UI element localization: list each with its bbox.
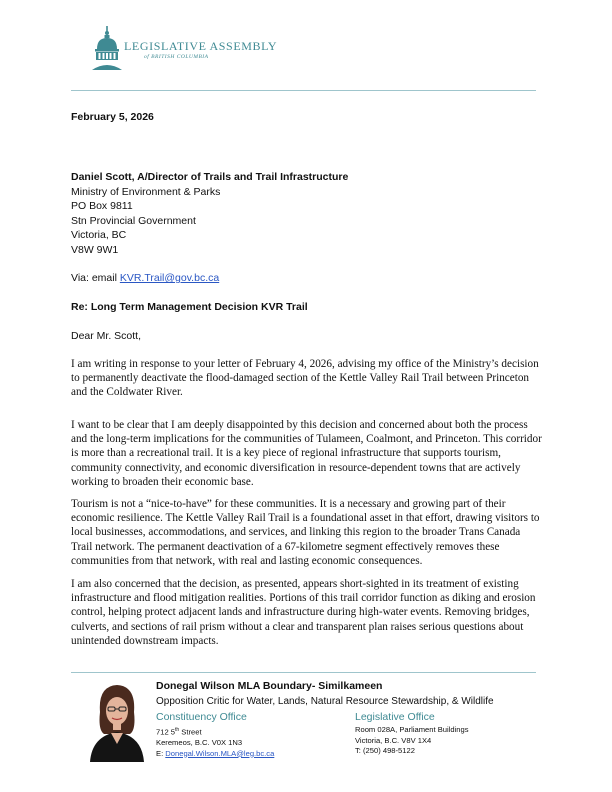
- mla-role: Opposition Critic for Water, Lands, Natural Resource Stewardship, & Wildlife: [156, 696, 494, 707]
- street-name: Street: [179, 727, 202, 737]
- legislative-office-block: [355, 711, 469, 757]
- recipient-address: [71, 170, 348, 257]
- legislative-line: Room 028A, Parliament Buildings: [355, 725, 469, 734]
- legislative-phone: T: (250) 498-5122: [355, 746, 415, 755]
- recipient-line: V8W 9W1: [71, 243, 119, 256]
- body-paragraph: I am also concerned that the decision, as presented, appears short-sighted in its treatment of existing infrastructure and flood mitigation realities. Portions of this trail corridor function as diking and erosion control, helping protect adjacent lands and infrastructure during high-water events. Removing bridges, culverts, and sections of rail prism without a clear and transparent plan raises serious questions about unintended downstream impacts.: [71, 578, 536, 647]
- legislative-line: Victoria, B.C. V8V 1X4: [355, 735, 432, 745]
- footer-divider: [71, 672, 536, 673]
- recipient-name-title: Daniel Scott, A/Director of Trails and Trail Infrastructure: [71, 171, 349, 183]
- salutation: Dear Mr. Scott,: [71, 330, 142, 342]
- body-paragraph: I want to be clear that I am deeply disappointed by this decision and concerned about both the process and the long-term implications for the communities of Tulameen, Coalmont, and Princeton. This corridor is more than a recreational trail. It is a key piece of regional infrastructure that supports tourism, community connectivity, and economic diversification in resource-dependent towns that are actively working to broaden their economic base.: [71, 419, 542, 488]
- header-divider: [71, 90, 536, 91]
- constituency-street: [156, 725, 274, 738]
- via-line: [71, 271, 219, 286]
- legislature-dome-logo-icon: [92, 26, 122, 70]
- recipient-line: PO Box 9811: [71, 200, 133, 212]
- recipient-line: Ministry of Environment & Parks: [71, 185, 221, 198]
- recipient-line: Victoria, BC: [71, 229, 127, 241]
- via-prefix: Via: email: [71, 272, 120, 284]
- recipient-email-link[interactable]: KVR.Trail@gov.bc.ca: [119, 272, 220, 284]
- constituency-office-block: [156, 711, 274, 759]
- letterhead-title: LEGISLATIVE ASSEMBLY: [124, 39, 278, 53]
- subject-line: Re: Long Term Management Decision KVR Trail: [71, 301, 308, 313]
- email-prefix: E:: [156, 748, 166, 758]
- legislative-office-title: Legislative Office: [355, 711, 435, 723]
- mla-email-link[interactable]: Donegal.Wilson.MLA@leg.bc.ca: [165, 748, 275, 758]
- body-paragraph: I am writing in response to your letter of February 4, 2026, advising my office of the Ministry’s decision to permanently deactivate the flood-damaged section of the Kettle Valley Rail Trail between Princeton and the Coldwater River.: [71, 358, 539, 399]
- letterhead-subtitle: of BRITISH COLUMBIA: [144, 54, 209, 60]
- street-ordinal: th: [175, 727, 180, 733]
- street-number: 712 5: [156, 727, 176, 737]
- mla-portrait-avatar: [86, 678, 148, 762]
- recipient-line: Stn Provincial Government: [71, 214, 196, 227]
- body-paragraph: Tourism is not a “nice-to-have” for these communities. It is a necessary and growing part of their economic resilience. The Kettle Valley Rail Trail is a foundational asset in that effort, drawing visitors to local businesses, accommodations, and services, and linking this region to the broader Trans Canada Trail network. The permanent deactivation of a 67-kilometre segment effectively removes these communities from that network, with real and lasting economic consequences.: [71, 498, 540, 567]
- constituency-city: Keremeos, B.C. V0X 1N3: [156, 738, 243, 748]
- constituency-office-title: Constituency Office: [156, 711, 247, 723]
- letter-date: February 5, 2026: [71, 111, 154, 123]
- mla-name: Donegal Wilson MLA Boundary- Similkameen: [156, 680, 383, 692]
- constituency-email-line: [156, 749, 274, 760]
